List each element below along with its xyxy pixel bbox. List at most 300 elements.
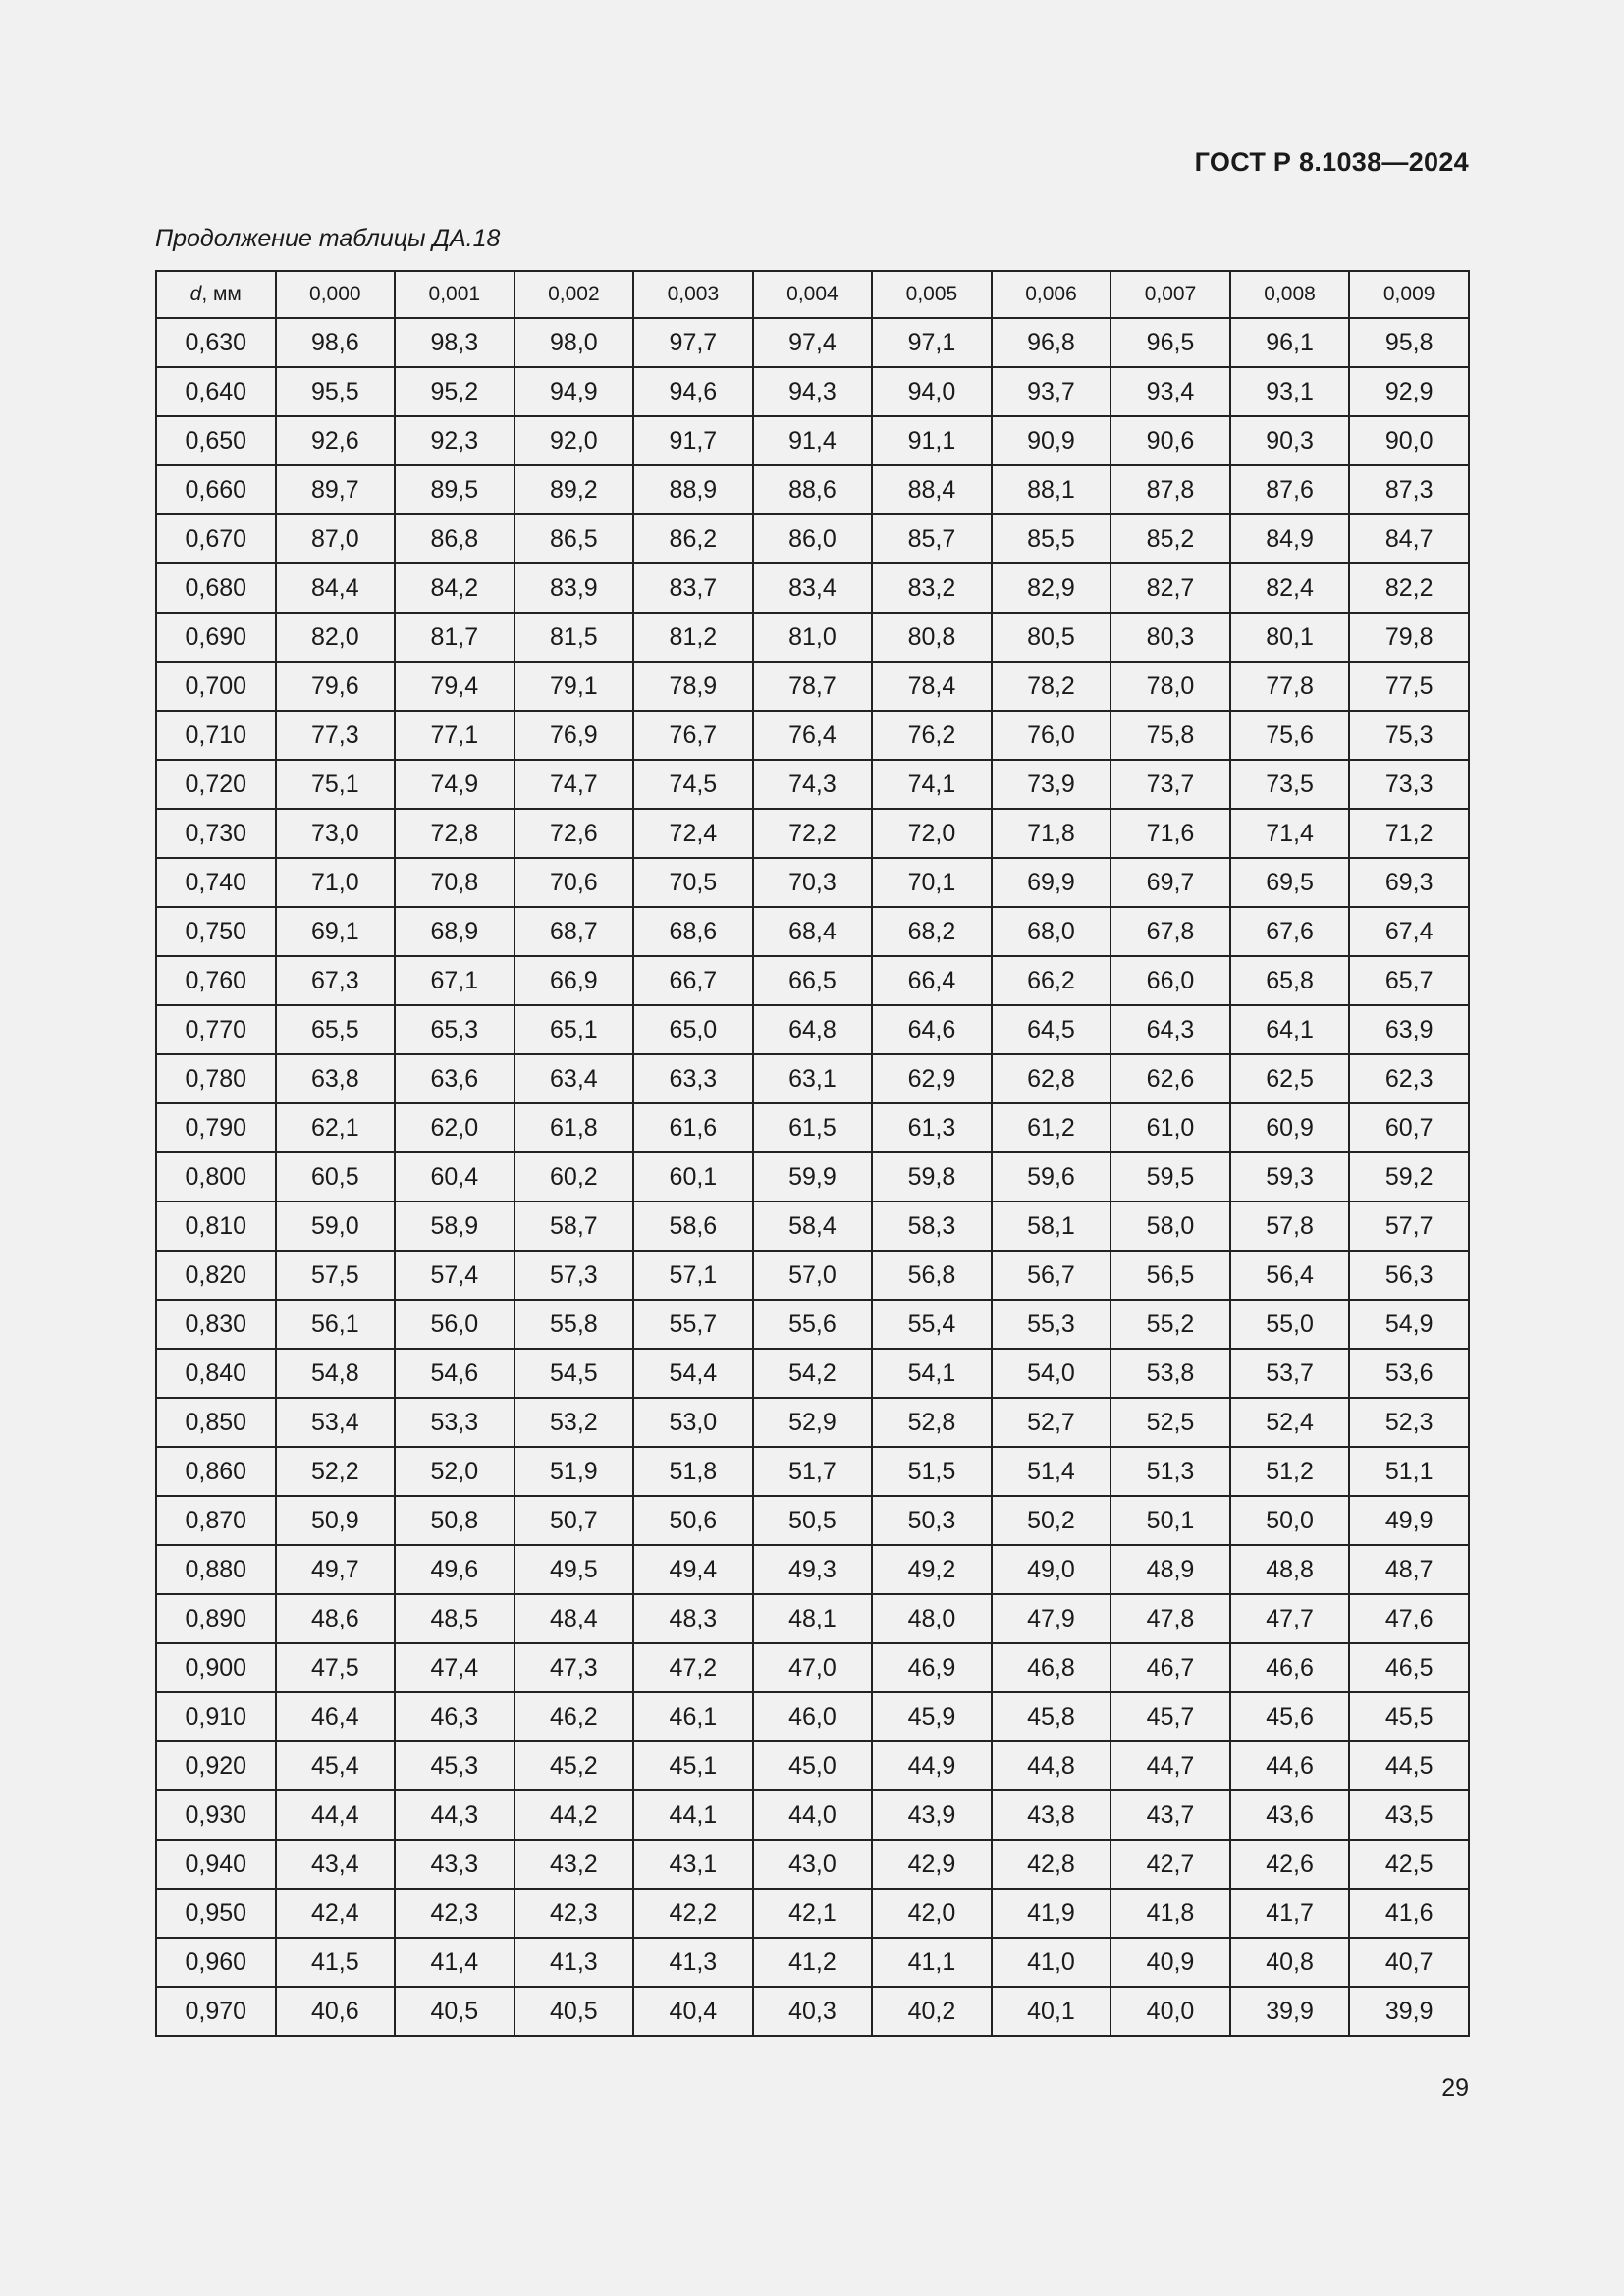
table-cell: 50,8: [395, 1496, 514, 1545]
table-cell: 93,4: [1110, 367, 1230, 416]
table-cell: 43,5: [1349, 1790, 1469, 1840]
d-symbol: d: [189, 283, 202, 305]
table-row: [156, 1496, 1469, 1545]
table-cell: 59,0: [276, 1201, 396, 1251]
table-cell: 84,2: [395, 563, 514, 613]
table-cell: 72,0: [872, 809, 992, 858]
table-cell: 45,3: [395, 1741, 514, 1790]
table-cell: 41,2: [753, 1938, 873, 1987]
column-header: 0,000: [276, 271, 396, 318]
table-cell: 73,5: [1230, 760, 1350, 809]
table-cell: 48,7: [1349, 1545, 1469, 1594]
table-cell: 52,3: [1349, 1398, 1469, 1447]
table-cell: 44,7: [1110, 1741, 1230, 1790]
table-cell: 48,8: [1230, 1545, 1350, 1594]
table-cell: 64,3: [1110, 1005, 1230, 1054]
table-cell: 55,0: [1230, 1300, 1350, 1349]
table-cell: 45,8: [992, 1692, 1111, 1741]
table-cell: 63,4: [514, 1054, 634, 1103]
table-cell: 64,5: [992, 1005, 1111, 1054]
table-cell: 79,1: [514, 662, 634, 711]
table-cell: 75,6: [1230, 711, 1350, 760]
table-cell: 71,4: [1230, 809, 1350, 858]
table-cell: 40,1: [992, 1987, 1111, 2036]
table-cell: 49,9: [1349, 1496, 1469, 1545]
table-cell: 65,3: [395, 1005, 514, 1054]
table-cell: 41,3: [514, 1938, 634, 1987]
row-header-d: 0,770: [156, 1005, 276, 1054]
table-cell: 47,5: [276, 1643, 396, 1692]
table-cell: 45,6: [1230, 1692, 1350, 1741]
table-cell: 86,2: [633, 514, 753, 563]
table-cell: 51,1: [1349, 1447, 1469, 1496]
table-cell: 93,7: [992, 367, 1111, 416]
table-cell: 77,5: [1349, 662, 1469, 711]
table-cell: 45,5: [1349, 1692, 1469, 1741]
table-row: [156, 514, 1469, 563]
table-cell: 82,0: [276, 613, 396, 662]
table-cell: 92,0: [514, 416, 634, 465]
row-header-d: 0,780: [156, 1054, 276, 1103]
table-cell: 50,6: [633, 1496, 753, 1545]
table-row: [156, 956, 1469, 1005]
table-cell: 43,8: [992, 1790, 1111, 1840]
table-cell: 97,1: [872, 318, 992, 367]
table-cell: 64,1: [1230, 1005, 1350, 1054]
table-cell: 58,3: [872, 1201, 992, 1251]
table-cell: 62,9: [872, 1054, 992, 1103]
table-row: [156, 465, 1469, 514]
table-cell: 98,6: [276, 318, 396, 367]
table-cell: 91,1: [872, 416, 992, 465]
table-cell: 50,2: [992, 1496, 1111, 1545]
table-cell: 66,7: [633, 956, 753, 1005]
table-row: [156, 1300, 1469, 1349]
table-row: [156, 1741, 1469, 1790]
table-caption: Продолжение таблицы ДА.18: [155, 225, 501, 252]
table-cell: 84,7: [1349, 514, 1469, 563]
table-cell: 59,8: [872, 1152, 992, 1201]
table-cell: 48,1: [753, 1594, 873, 1643]
table-cell: 84,9: [1230, 514, 1350, 563]
table-cell: 54,0: [992, 1349, 1111, 1398]
column-header: 0,006: [992, 271, 1111, 318]
table-cell: 62,0: [395, 1103, 514, 1152]
table-cell: 88,4: [872, 465, 992, 514]
table-row: [156, 1692, 1469, 1741]
table-cell: 83,7: [633, 563, 753, 613]
table-cell: 56,7: [992, 1251, 1111, 1300]
table-cell: 57,7: [1349, 1201, 1469, 1251]
table-cell: 48,0: [872, 1594, 992, 1643]
table-header: [156, 271, 1469, 318]
table-cell: 75,8: [1110, 711, 1230, 760]
table-cell: 78,0: [1110, 662, 1230, 711]
table-cell: 80,1: [1230, 613, 1350, 662]
table-cell: 74,3: [753, 760, 873, 809]
table-cell: 42,4: [276, 1889, 396, 1938]
table-cell: 55,8: [514, 1300, 634, 1349]
table-cell: 95,2: [395, 367, 514, 416]
table-cell: 91,4: [753, 416, 873, 465]
table-cell: 41,0: [992, 1938, 1111, 1987]
table-cell: 46,0: [753, 1692, 873, 1741]
table-cell: 67,3: [276, 956, 396, 1005]
table-cell: 42,0: [872, 1889, 992, 1938]
table-cell: 42,7: [1110, 1840, 1230, 1889]
table-cell: 85,2: [1110, 514, 1230, 563]
table-cell: 50,7: [514, 1496, 634, 1545]
table-cell: 40,9: [1110, 1938, 1230, 1987]
table-cell: 57,1: [633, 1251, 753, 1300]
data-table: [155, 270, 1470, 2037]
table-cell: 59,2: [1349, 1152, 1469, 1201]
table-cell: 49,3: [753, 1545, 873, 1594]
table-cell: 73,0: [276, 809, 396, 858]
table-cell: 94,9: [514, 367, 634, 416]
table-cell: 43,6: [1230, 1790, 1350, 1840]
table-cell: 73,7: [1110, 760, 1230, 809]
column-header-d: [156, 271, 276, 318]
table-cell: 60,5: [276, 1152, 396, 1201]
table-cell: 51,9: [514, 1447, 634, 1496]
table-cell: 52,4: [1230, 1398, 1350, 1447]
table-cell: 77,1: [395, 711, 514, 760]
document-code: ГОСТ Р 8.1038—2024: [1194, 147, 1469, 177]
table-cell: 71,2: [1349, 809, 1469, 858]
row-header-d: 0,690: [156, 613, 276, 662]
table-cell: 42,6: [1230, 1840, 1350, 1889]
table-cell: 70,6: [514, 858, 634, 907]
table-cell: 74,7: [514, 760, 634, 809]
table-cell: 88,6: [753, 465, 873, 514]
table-cell: 71,0: [276, 858, 396, 907]
table-cell: 72,2: [753, 809, 873, 858]
table-cell: 50,5: [753, 1496, 873, 1545]
column-header: 0,005: [872, 271, 992, 318]
table-cell: 42,1: [753, 1889, 873, 1938]
table-cell: 71,6: [1110, 809, 1230, 858]
table-cell: 87,6: [1230, 465, 1350, 514]
table-cell: 48,5: [395, 1594, 514, 1643]
table-cell: 49,4: [633, 1545, 753, 1594]
table-cell: 40,2: [872, 1987, 992, 2036]
table-cell: 68,2: [872, 907, 992, 956]
table-cell: 52,7: [992, 1398, 1111, 1447]
table-cell: 56,0: [395, 1300, 514, 1349]
table-cell: 68,7: [514, 907, 634, 956]
table-cell: 49,6: [395, 1545, 514, 1594]
table-row: [156, 1643, 1469, 1692]
table-cell: 61,3: [872, 1103, 992, 1152]
table-cell: 74,5: [633, 760, 753, 809]
table-row: [156, 318, 1469, 367]
table-cell: 57,8: [1230, 1201, 1350, 1251]
table-cell: 44,4: [276, 1790, 396, 1840]
table-row: [156, 1938, 1469, 1987]
table-cell: 72,8: [395, 809, 514, 858]
table-row: [156, 563, 1469, 613]
row-header-d: 0,840: [156, 1349, 276, 1398]
table-cell: 45,1: [633, 1741, 753, 1790]
table-cell: 68,6: [633, 907, 753, 956]
table-cell: 64,8: [753, 1005, 873, 1054]
table-cell: 56,5: [1110, 1251, 1230, 1300]
column-header: 0,002: [514, 271, 634, 318]
table-cell: 96,8: [992, 318, 1111, 367]
table-cell: 98,3: [395, 318, 514, 367]
table-cell: 39,9: [1349, 1987, 1469, 2036]
table-cell: 49,7: [276, 1545, 396, 1594]
table-cell: 63,1: [753, 1054, 873, 1103]
table-cell: 69,7: [1110, 858, 1230, 907]
row-header-d: 0,810: [156, 1201, 276, 1251]
table-cell: 41,3: [633, 1938, 753, 1987]
table-cell: 41,1: [872, 1938, 992, 1987]
table-cell: 98,0: [514, 318, 634, 367]
table-cell: 55,6: [753, 1300, 873, 1349]
table-cell: 44,2: [514, 1790, 634, 1840]
table-cell: 44,1: [633, 1790, 753, 1840]
table-cell: 47,4: [395, 1643, 514, 1692]
table-cell: 50,3: [872, 1496, 992, 1545]
table-row: [156, 367, 1469, 416]
table-cell: 40,3: [753, 1987, 873, 2036]
table-cell: 76,7: [633, 711, 753, 760]
table-cell: 60,7: [1349, 1103, 1469, 1152]
header-row: [156, 271, 1469, 318]
table-cell: 47,2: [633, 1643, 753, 1692]
table-cell: 61,5: [753, 1103, 873, 1152]
table-cell: 47,0: [753, 1643, 873, 1692]
row-header-d: 0,710: [156, 711, 276, 760]
row-header-d: 0,930: [156, 1790, 276, 1840]
table-cell: 78,7: [753, 662, 873, 711]
table-cell: 68,9: [395, 907, 514, 956]
table-cell: 94,6: [633, 367, 753, 416]
table-cell: 56,3: [1349, 1251, 1469, 1300]
table-row: [156, 1005, 1469, 1054]
table-cell: 67,4: [1349, 907, 1469, 956]
table-cell: 92,6: [276, 416, 396, 465]
column-header: 0,007: [1110, 271, 1230, 318]
table-cell: 57,3: [514, 1251, 634, 1300]
table-cell: 58,6: [633, 1201, 753, 1251]
table-cell: 70,5: [633, 858, 753, 907]
table-row: [156, 1251, 1469, 1300]
column-header: 0,009: [1349, 271, 1469, 318]
table-cell: 54,8: [276, 1349, 396, 1398]
table-cell: 60,1: [633, 1152, 753, 1201]
table-cell: 48,3: [633, 1594, 753, 1643]
table-cell: 59,3: [1230, 1152, 1350, 1201]
row-header-d: 0,830: [156, 1300, 276, 1349]
table-cell: 43,1: [633, 1840, 753, 1889]
table-cell: 53,2: [514, 1398, 634, 1447]
table-cell: 87,8: [1110, 465, 1230, 514]
table-cell: 67,1: [395, 956, 514, 1005]
table-cell: 66,5: [753, 956, 873, 1005]
table-cell: 81,2: [633, 613, 753, 662]
table-cell: 61,2: [992, 1103, 1111, 1152]
d-unit: , мм: [201, 283, 242, 305]
table-cell: 89,7: [276, 465, 396, 514]
table-row: [156, 1790, 1469, 1840]
table-cell: 44,6: [1230, 1741, 1350, 1790]
row-header-d: 0,900: [156, 1643, 276, 1692]
table-cell: 62,8: [992, 1054, 1111, 1103]
table-cell: 69,9: [992, 858, 1111, 907]
table-cell: 54,4: [633, 1349, 753, 1398]
column-header: 0,008: [1230, 271, 1350, 318]
table-cell: 41,9: [992, 1889, 1111, 1938]
table-cell: 88,1: [992, 465, 1111, 514]
table-cell: 51,8: [633, 1447, 753, 1496]
table-cell: 68,0: [992, 907, 1111, 956]
table-cell: 52,0: [395, 1447, 514, 1496]
row-header-d: 0,890: [156, 1594, 276, 1643]
table-cell: 89,5: [395, 465, 514, 514]
table-cell: 65,5: [276, 1005, 396, 1054]
table-cell: 43,4: [276, 1840, 396, 1889]
row-header-d: 0,680: [156, 563, 276, 613]
table-cell: 87,3: [1349, 465, 1469, 514]
table-cell: 70,3: [753, 858, 873, 907]
table-cell: 75,1: [276, 760, 396, 809]
table-cell: 81,0: [753, 613, 873, 662]
table-cell: 52,9: [753, 1398, 873, 1447]
table-cell: 46,2: [514, 1692, 634, 1741]
table-cell: 78,2: [992, 662, 1111, 711]
table-row: [156, 1889, 1469, 1938]
table-cell: 42,8: [992, 1840, 1111, 1889]
table-row: [156, 1447, 1469, 1496]
table-cell: 70,8: [395, 858, 514, 907]
table-cell: 66,2: [992, 956, 1111, 1005]
table-cell: 45,4: [276, 1741, 396, 1790]
table-cell: 62,5: [1230, 1054, 1350, 1103]
table-cell: 92,9: [1349, 367, 1469, 416]
table-cell: 40,7: [1349, 1938, 1469, 1987]
table-cell: 73,3: [1349, 760, 1469, 809]
table-cell: 40,5: [514, 1987, 634, 2036]
table-row: [156, 1398, 1469, 1447]
table-cell: 72,6: [514, 809, 634, 858]
row-header-d: 0,640: [156, 367, 276, 416]
table-body: [156, 318, 1469, 2036]
table-cell: 66,4: [872, 956, 992, 1005]
table-cell: 56,4: [1230, 1251, 1350, 1300]
table-cell: 58,9: [395, 1201, 514, 1251]
table-cell: 63,8: [276, 1054, 396, 1103]
column-header: 0,003: [633, 271, 753, 318]
table-cell: 45,9: [872, 1692, 992, 1741]
table-cell: 47,3: [514, 1643, 634, 1692]
table-cell: 43,3: [395, 1840, 514, 1889]
table-cell: 42,2: [633, 1889, 753, 1938]
table-cell: 46,9: [872, 1643, 992, 1692]
table-cell: 51,3: [1110, 1447, 1230, 1496]
table-row: [156, 1103, 1469, 1152]
table-cell: 44,8: [992, 1741, 1111, 1790]
table-cell: 95,5: [276, 367, 396, 416]
table-cell: 97,7: [633, 318, 753, 367]
table-cell: 82,4: [1230, 563, 1350, 613]
table-cell: 54,9: [1349, 1300, 1469, 1349]
table-cell: 83,4: [753, 563, 873, 613]
table-cell: 96,1: [1230, 318, 1350, 367]
table-cell: 67,8: [1110, 907, 1230, 956]
table-cell: 40,6: [276, 1987, 396, 2036]
table-cell: 46,4: [276, 1692, 396, 1741]
table-cell: 90,9: [992, 416, 1111, 465]
table-cell: 53,0: [633, 1398, 753, 1447]
table-cell: 70,1: [872, 858, 992, 907]
table-cell: 52,8: [872, 1398, 992, 1447]
table-cell: 81,7: [395, 613, 514, 662]
table-row: [156, 711, 1469, 760]
table-cell: 50,9: [276, 1496, 396, 1545]
table-cell: 41,7: [1230, 1889, 1350, 1938]
table-cell: 78,4: [872, 662, 992, 711]
table-cell: 96,5: [1110, 318, 1230, 367]
table-cell: 77,8: [1230, 662, 1350, 711]
table-cell: 42,9: [872, 1840, 992, 1889]
table-cell: 57,4: [395, 1251, 514, 1300]
row-header-d: 0,720: [156, 760, 276, 809]
table-cell: 83,9: [514, 563, 634, 613]
table-cell: 43,0: [753, 1840, 873, 1889]
table-cell: 47,6: [1349, 1594, 1469, 1643]
table-cell: 41,5: [276, 1938, 396, 1987]
table-cell: 40,8: [1230, 1938, 1350, 1987]
table-cell: 59,5: [1110, 1152, 1230, 1201]
table-cell: 68,4: [753, 907, 873, 956]
table-cell: 41,6: [1349, 1889, 1469, 1938]
table-cell: 76,4: [753, 711, 873, 760]
table-cell: 72,4: [633, 809, 753, 858]
row-header-d: 0,870: [156, 1496, 276, 1545]
table-cell: 62,3: [1349, 1054, 1469, 1103]
table-row: [156, 1840, 1469, 1889]
table-row: [156, 809, 1469, 858]
table-cell: 79,4: [395, 662, 514, 711]
table-cell: 46,7: [1110, 1643, 1230, 1692]
table-cell: 47,8: [1110, 1594, 1230, 1643]
table-row: [156, 1594, 1469, 1643]
table-cell: 55,4: [872, 1300, 992, 1349]
table-cell: 48,9: [1110, 1545, 1230, 1594]
table-cell: 44,0: [753, 1790, 873, 1840]
table-cell: 50,1: [1110, 1496, 1230, 1545]
table-cell: 80,5: [992, 613, 1111, 662]
row-header-d: 0,850: [156, 1398, 276, 1447]
table-cell: 53,6: [1349, 1349, 1469, 1398]
table-cell: 78,9: [633, 662, 753, 711]
table-row: [156, 907, 1469, 956]
table-cell: 44,9: [872, 1741, 992, 1790]
row-header-d: 0,760: [156, 956, 276, 1005]
table-cell: 89,2: [514, 465, 634, 514]
table-cell: 76,2: [872, 711, 992, 760]
column-header: 0,001: [395, 271, 514, 318]
table-cell: 42,3: [514, 1889, 634, 1938]
table-cell: 74,9: [395, 760, 514, 809]
table-row: [156, 1152, 1469, 1201]
row-header-d: 0,860: [156, 1447, 276, 1496]
table-cell: 40,4: [633, 1987, 753, 2036]
table-cell: 80,3: [1110, 613, 1230, 662]
